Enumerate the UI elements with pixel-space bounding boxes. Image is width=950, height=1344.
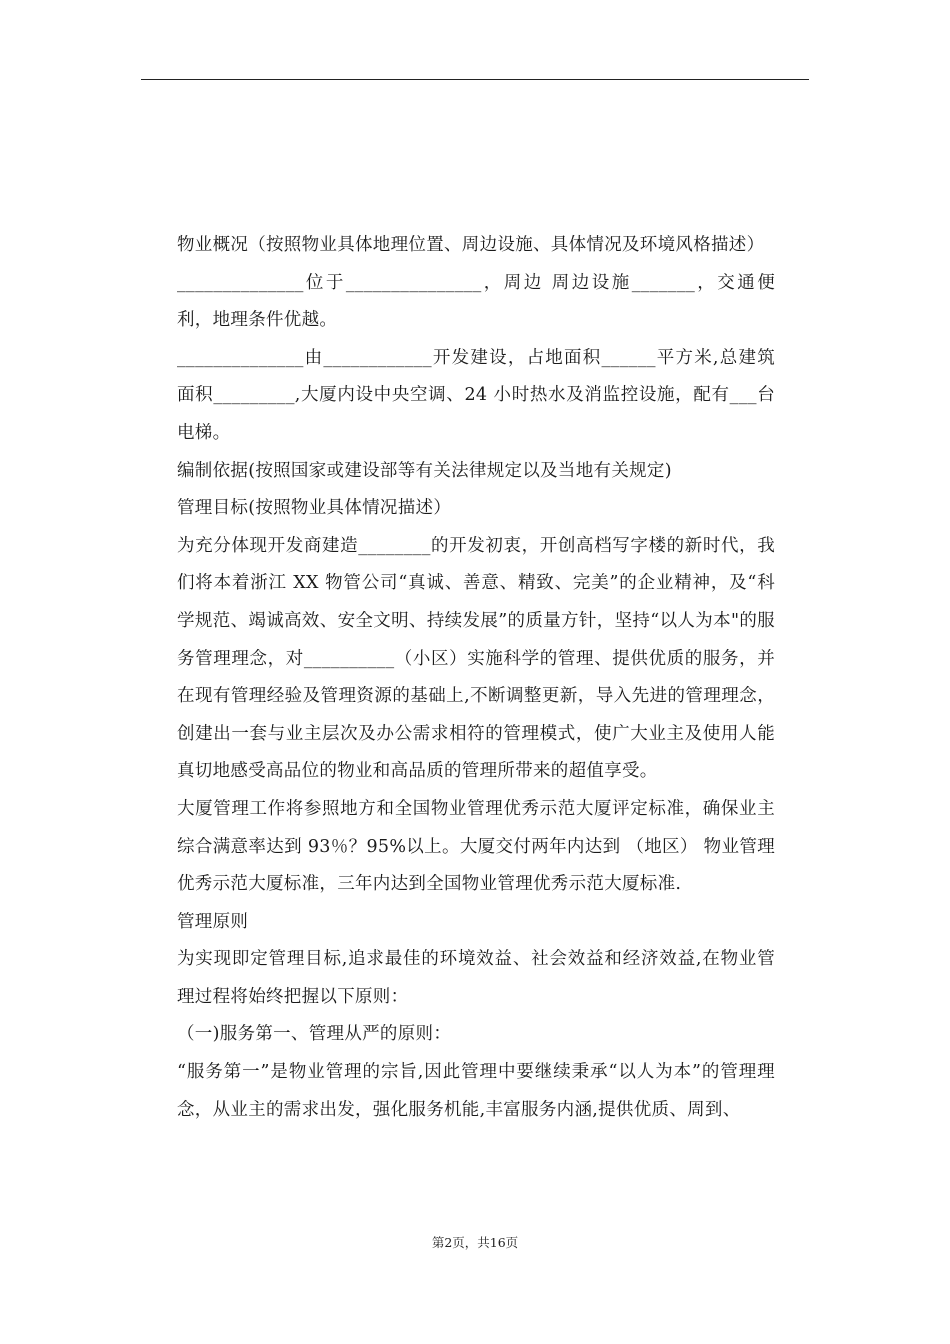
paragraph-property-overview-heading: 物业概况（按照物业具体地理位置、周边设施、具体情况及环境风格描述）: [177, 235, 765, 255]
paragraph-basis-heading: 编制依据(按照国家或建设部等有关法律规定以及当地有关规定): [177, 460, 672, 481]
document-body: [177, 227, 775, 1129]
paragraph-goal-heading: 管理目标(按照物业具体情况描述）: [177, 498, 452, 519]
header-divider: [141, 79, 809, 80]
paragraph-principles-intro: 为实现即定管理目标,追求最佳的环境效益、社会效益和经济效益,在物业管理过程将始终把握以下原则：: [177, 949, 775, 1007]
paragraph-principles-heading: 管理原则: [177, 911, 249, 932]
paragraph-standard: 大厦管理工作将参照地方和全国物业管理优秀示范大厦评定标准，确保业主综合满意率达到 93％？95%以上。大厦交付两年内达到 （地区） 物业管理优秀示范大厦标准，三年内达到全国物业管理优秀示范大厦标准.: [177, 798, 775, 895]
paragraph-location: ______________位于_______________，周边 周边设施_______，交通便利，地理条件优越。: [177, 272, 775, 331]
page-number-label: 第2页，共16页: [431, 1235, 519, 1250]
paragraph-principle-one-heading: （一)服务第一、管理从严的原则：: [177, 1024, 452, 1045]
paragraph-developer: ______________由____________开发建设，占地面积______平方米,总建筑面积_________,大厦内设中央空调、24 小时热水及消监控设施，配有___台电梯。: [177, 347, 775, 443]
paragraph-principle-one-body: “服务第一”是物业管理的宗旨,因此管理中要继续秉承“以人为本”的管理理念，从业主的需求出发，强化服务机能,丰富服务内涵,提供优质、周到、: [177, 1062, 775, 1120]
page-footer: [0, 1233, 950, 1251]
paragraph-goal-body: 为充分体现开发商建造________的开发初衷，开创高档写字楼的新时代，我们将本着浙江 XX 物管公司“真诚、善意、精致、完美”的企业精神，及“科学规范、竭诚高效、安全文明、持续发展”的质量方针，坚持“以人为本"的服务管理理念，对__________（小区）实施科学的管理、提供优质的服务，并在现有管理经验及管理资源的基础上,不断调整更新，导入先进的管理理念，创建出一套与业主层次及办公需求相符的管理模式，使广大业主及使用人能真切地感受高品位的物业和高品质的管理所带来的超值享受。: [177, 535, 775, 782]
